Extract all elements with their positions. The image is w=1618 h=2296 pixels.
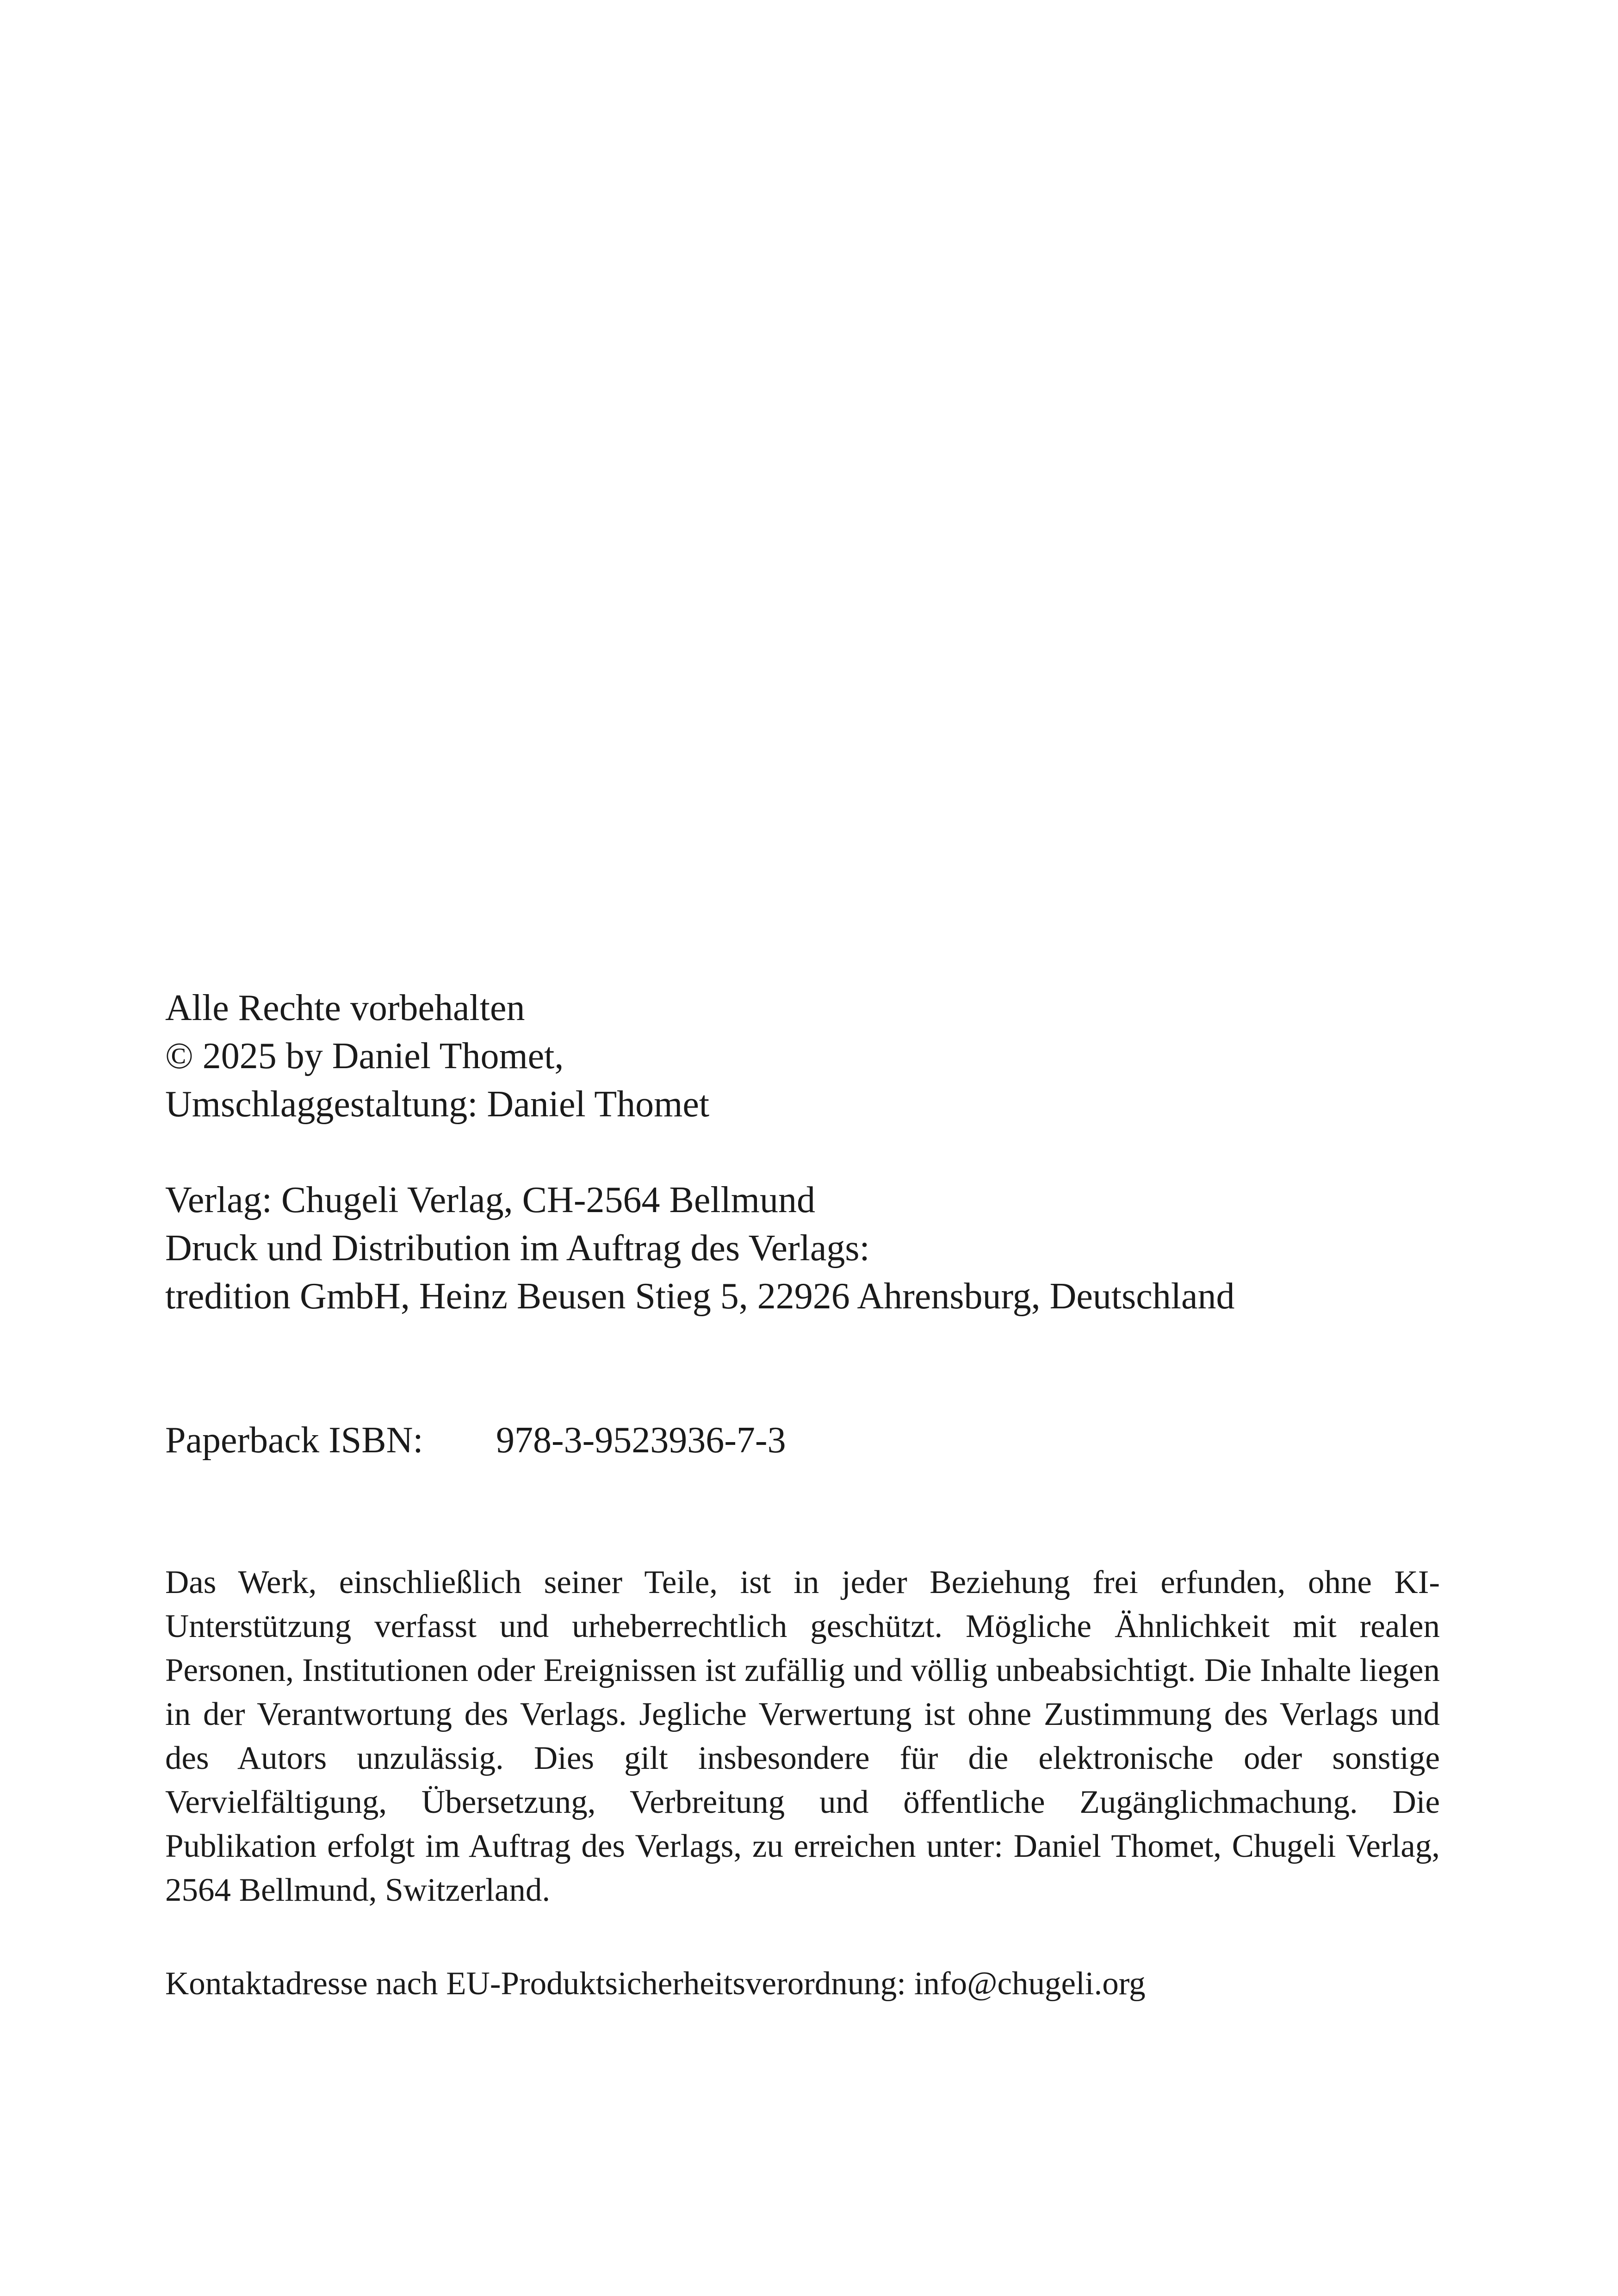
rights-reserved-line: Alle Rechte vorbehalten (165, 988, 525, 1028)
isbn-label: Paperback ISBN: (165, 1420, 423, 1461)
contact-line: Kontaktadresse nach EU-Produktsicherheitsverordnung: info@chugeli.org (165, 1966, 1146, 2002)
legal-notice: Das Werk, einschließlich seiner Teile, ist in jeder Beziehung frei erfunden, ohne KI-Unterstützung verfasst und urheberrechtlich geschützt. Mögliche Ähnlichkeit mit realen Personen, Institutionen oder Ereignissen ist zufällig und völlig unbeabsichtigt. Die Inhalte liegen in der Verantwortung des Verlags. Jegliche Verwertung ist ohne Zustimmung des Verlags und des Autors unzulässig. Dies gilt insbesondere für die elektronische oder sonstige Vervielfältigung, Übersetzung, Verbreitung und öffentliche Zugänglichmachung. Die Publikation erfolgt im Auftrag des Verlags, zu erreichen unter: Daniel Thomet, Chugeli Verlag, 2564 Bellmund, Switzerland. (165, 1564, 1440, 1908)
distribution-line: Druck und Distribution im Auftrag des Verlags: (165, 1228, 870, 1269)
publisher-line: Verlag: Chugeli Verlag, CH-2564 Bellmund (165, 1180, 815, 1220)
cover-design-line: Umschlaggestaltung: Daniel Thomet (165, 1084, 710, 1125)
rights-block (165, 984, 1440, 1128)
isbn-value: 978-3-9523936-7-3 (496, 1420, 786, 1461)
isbn-row (165, 1416, 1440, 1464)
publisher-block (165, 1176, 1440, 1320)
isbn-block (165, 1416, 1440, 1464)
copyright-line: © 2025 by Daniel Thomet, (165, 1036, 564, 1076)
printer-address-line: tredition GmbH, Heinz Beusen Stieg 5, 22926 Ahrensburg, Deutschland (165, 1276, 1235, 1317)
